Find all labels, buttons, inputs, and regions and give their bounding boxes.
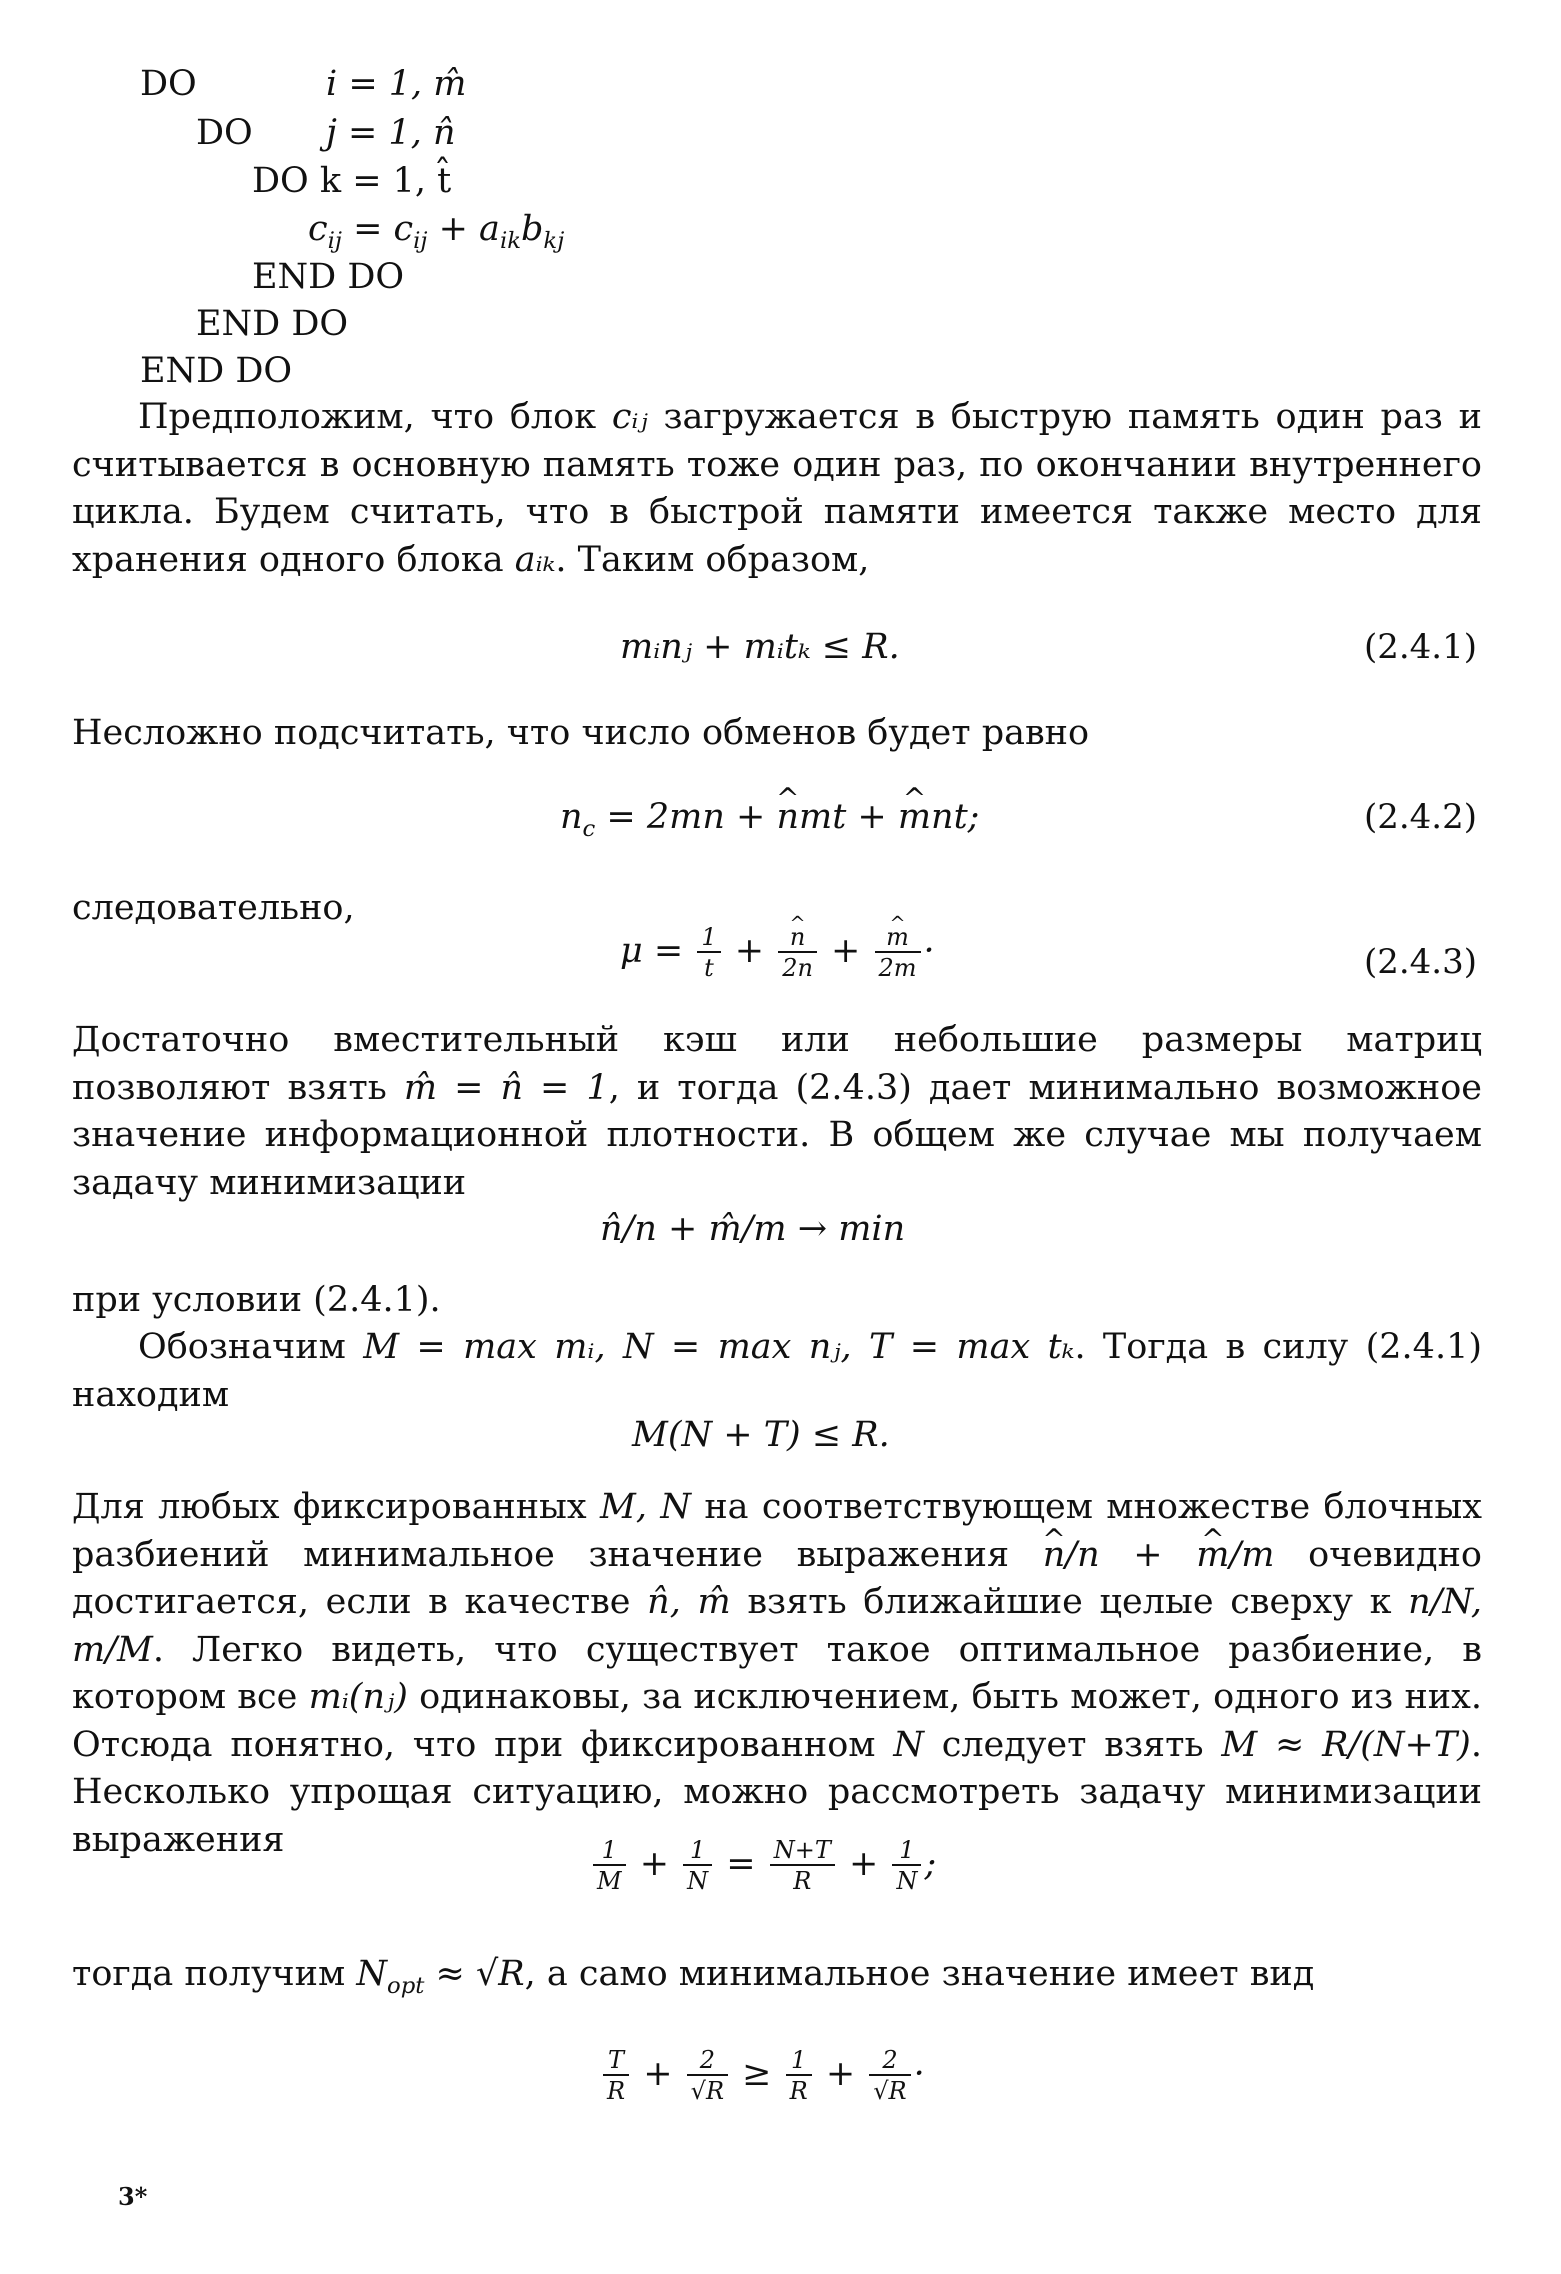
aik-symbol: aᵢₖ xyxy=(514,539,556,580)
page-mark: 3* xyxy=(118,2182,148,2211)
code-do-i xyxy=(140,64,467,104)
code-range: i = 1, m̂ xyxy=(326,64,467,104)
equation-2-4-2: $n_c = 2mn$ + ^ nmt + ^ mnt; xyxy=(560,800,979,841)
code-end-k: END DO xyxy=(252,257,405,297)
equation-final: $\frac{T}{R}$ + $\frac{2}{√R}$ ≥ $\frac{1}{R}$ + $\frac{2}{√R}$ · xyxy=(600,2048,925,2103)
equation-2-4-3: μ = $\frac{1}{t}$ + ^ $\frac{n}{2n}$ + ^ $\frac{m}{2m}$ · xyxy=(620,925,935,980)
equation-number: (2.4.1) xyxy=(1363,627,1477,667)
nopt-symbol: $N_{opt} \approx √R$ xyxy=(356,1954,525,1999)
equation-2-4-1: mᵢnⱼ + mᵢtₖ ≤ R. xyxy=(620,627,900,667)
fraction: ^ $\frac{n}{2n}$ xyxy=(778,925,817,980)
code-keyword: DO xyxy=(196,113,253,153)
equation-bound: M(N + T) ≤ R. xyxy=(632,1415,890,1455)
paragraph-notation: Обозначим M = max mᵢ, N = max nⱼ, T = max tₖ. Тогда в силу (2.4.1) находим xyxy=(72,1327,1483,1415)
fraction: ^ $\frac{m}{2m}$ xyxy=(875,925,921,980)
hat-equality: m̂ = n̂ = 1 xyxy=(403,1067,609,1108)
code-do-k: DO k = 1, t̂ xyxy=(252,161,452,201)
equation-fractions: $\frac{1}{M}$ + $\frac{1}{N}$ = $\frac{N+T}{R}$ + $\frac{1}{N}$ ; xyxy=(590,1838,936,1893)
equation-min: n̂/n + m̂/m → min xyxy=(600,1209,906,1249)
code-keyword: DO xyxy=(140,64,197,104)
equation-number: (2.4.3) xyxy=(1363,942,1477,982)
paragraph-optimal: тогда получим $N_{opt} \approx √R$, а само минимальное значение имеет вид xyxy=(72,1954,1315,1999)
code-range: j = 1, n̂ xyxy=(326,113,456,153)
paragraph-condition: при условии (2.4.1). xyxy=(72,1280,441,1320)
equation-number: (2.4.2) xyxy=(1363,797,1477,837)
code-body: $c_{ij} = c_{ij} + a_{ik}b_{kj}$ xyxy=(308,209,565,254)
paragraph-minimization: Достаточно вместительный кэш или небольшие размеры матриц позволяют взять m̂ = n̂ = 1, и тогда (2.4.3) дает минимально возможное значение информационной плотности. В общем же случае мы получаем задачу минимизации xyxy=(72,1020,1482,1203)
paragraph-hence: следовательно, xyxy=(72,888,355,928)
code-end-i: END DO xyxy=(140,351,293,391)
paragraph-exchanges: Несложно подсчитать, что число обменов будет равно xyxy=(72,713,1090,753)
fraction: $\frac{1}{t}$ xyxy=(697,925,720,980)
code-do-j xyxy=(196,113,456,153)
code-end-j: END DO xyxy=(196,304,349,344)
max-definitions: M = max mᵢ, N = max nⱼ, T = max tₖ xyxy=(363,1327,1075,1367)
paragraph-block-load: Предположим, что блок cᵢⱼ загружается в быструю память один раз и считывается в основную память тоже один раз, по окончании внутреннего цикла. Будем считать, что в быстрой памяти имеется также место для хранения одного блока aᵢₖ. Таким образом, xyxy=(72,397,1482,580)
paragraph-partition: Для любых фиксированных M, N на соответствующем множестве блочных разбиений минимальное значение выражения ^ n/n + ^ m/m очевидно достигается, если в качестве n̂, m̂ взять ближайшие целые сверху к n/N, m/M. Легко видеть, что существует такое оптимальное разбиение, в котором все mᵢ(nⱼ) одинаковы, за исключением, быть может, одного из них. Отсюда понятно, что при фиксированном N следует взять M ≈ R/(N+T). Несколько упрощая ситуацию, можно рассмотреть задачу минимизации выражения xyxy=(72,1484,1482,1864)
cij-symbol: cᵢⱼ xyxy=(611,397,648,437)
